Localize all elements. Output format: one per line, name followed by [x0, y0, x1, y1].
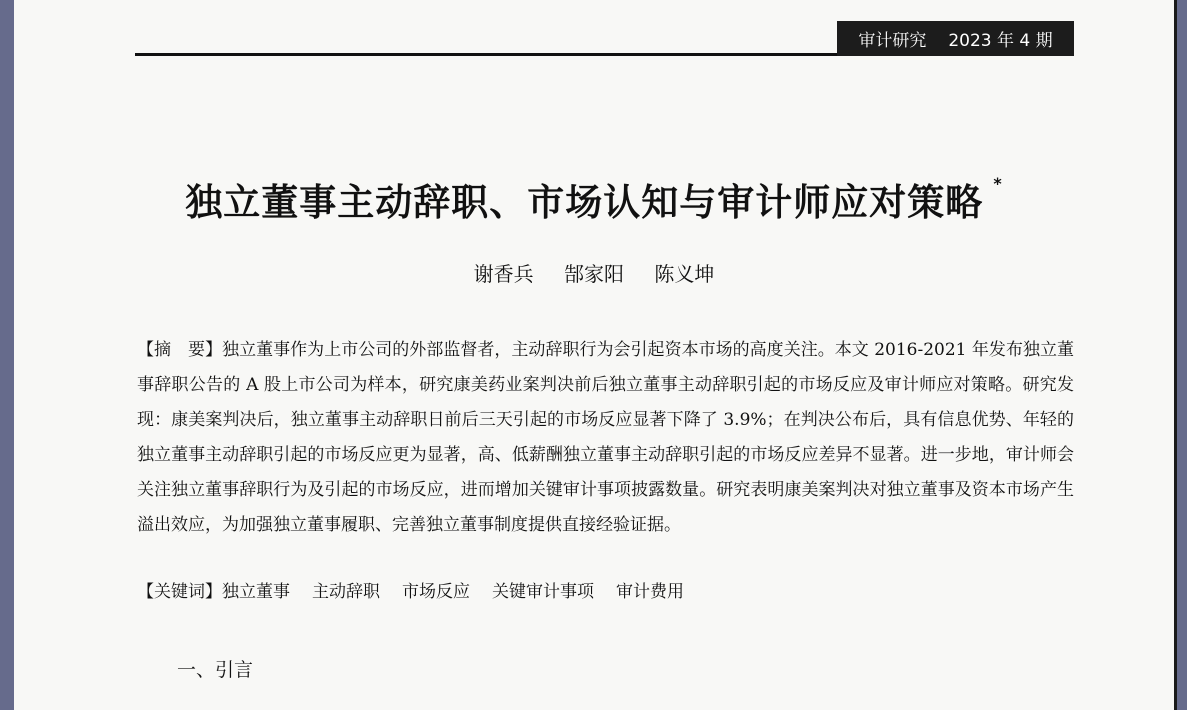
paper-title-text: 独立董事主动辞职、市场认知与审计师应对策略 [185, 181, 984, 224]
section-heading: 一、引言 [177, 659, 254, 681]
keyword-item: 关键审计事项 [492, 582, 594, 602]
document-page [14, 0, 1174, 710]
abstract-label: 【摘 要】 [137, 340, 223, 360]
keyword-item: 主动辞职 [312, 582, 380, 602]
author-1: 谢香兵 [473, 262, 534, 286]
author-list [14, 258, 1174, 287]
paper-title [14, 172, 1174, 226]
keywords-label: 【关键词】 [137, 582, 222, 602]
keyword-item: 审计费用 [616, 582, 684, 602]
abstract [137, 333, 1074, 543]
author-2: 郜家阳 [564, 262, 624, 286]
journal-name: 审计研究 [858, 31, 927, 51]
author-3: 陈义坤 [654, 262, 715, 286]
keyword-item: 市场反应 [402, 582, 470, 602]
title-footnote-mark: * [993, 174, 1003, 193]
keyword-item: 独立董事 [222, 582, 290, 602]
keywords [137, 575, 1074, 610]
page-edge-border [1174, 0, 1177, 710]
journal-issue: 2023 年 4 期 [948, 31, 1053, 51]
abstract-text: 独立董事作为上市公司的外部监督者，主动辞职行为会引起资本市场的高度关注。本文 2016-2021 年发布独立董事辞职公告的 A 股上市公司为样本，研究康美药业案判决前后独立董事主动辞职引起的市场反应及审计师应对策略。研究发现：康美案判决后，独立董事主动辞职日前后三天引起的市场反应显著下降了 3.9%；在判决公布后，具有信息优势、年轻的独立董事主动辞职引起的市场反应更为显著，高、低薪酬独立董事主动辞职引起的市场反应差异不显著。进一步地，审计师会关注独立董事辞职行为及引起的市场反应，进而增加关键审计事项披露数量。研究表明康美案判决对独立董事及资本市场产生溢出效应，为加强独立董事履职、完善独立董事制度提供直接经验证据。 [137, 340, 1075, 535]
journal-header-tag [837, 21, 1074, 56]
